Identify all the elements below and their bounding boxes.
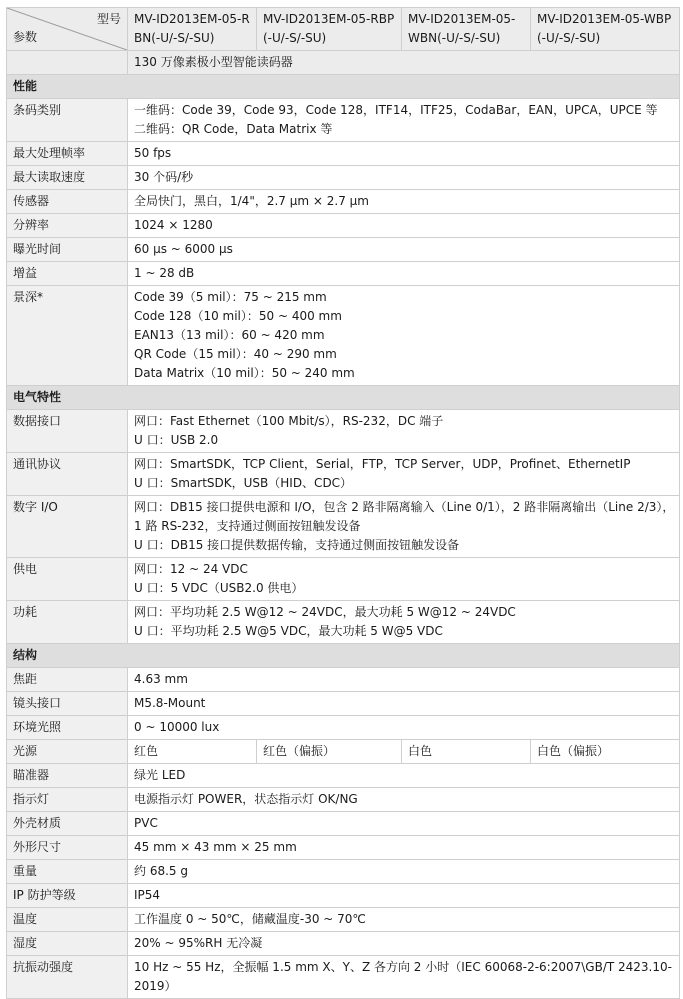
value-line: Code 39（5 mil）：75 ~ 215 mm	[134, 290, 327, 304]
row-value: 1024 × 1280	[128, 214, 680, 238]
row-dof	[7, 286, 680, 386]
value-line: 网口：DB15 接口提供电源和 I/O，包含 2 路非隔离输入（Line 0/1），2 路非隔离输出（Line 2/3），1 路 RS-232，支持通过侧面按钮触发设备	[134, 500, 675, 533]
row-label: 最大读取速度	[7, 166, 128, 190]
model-header-label: 型号	[96, 12, 121, 26]
row-humidity	[7, 932, 680, 956]
row-indicator	[7, 788, 680, 812]
row-label: 外壳材质	[7, 812, 128, 836]
light-value-3: 白色	[402, 740, 531, 764]
section-structure	[7, 644, 680, 668]
param-model-header	[7, 8, 128, 51]
row-label: 传感器	[7, 190, 128, 214]
value-line: EAN13（13 mil）：60 ~ 420 mm	[134, 328, 325, 342]
row-value: 全局快门，黑白，1/4"，2.7 μm × 2.7 μm	[128, 190, 680, 214]
row-label: 焦距	[7, 668, 128, 692]
row-label: 重量	[7, 860, 128, 884]
row-digitalio	[7, 496, 680, 558]
subtitle-blank	[7, 51, 128, 75]
row-value	[128, 99, 680, 142]
row-value: 约 68.5 g	[128, 860, 680, 884]
row-housing	[7, 812, 680, 836]
row-label: 温度	[7, 908, 128, 932]
row-label: 环境光照	[7, 716, 128, 740]
subtitle-row	[7, 51, 680, 75]
row-label: 数据接口	[7, 410, 128, 453]
row-framerate	[7, 142, 680, 166]
product-subtitle: 130 万像素极小型智能读码器	[128, 51, 680, 75]
row-dimension	[7, 836, 680, 860]
light-value-2: 红色（偏振）	[257, 740, 402, 764]
row-label: 指示灯	[7, 788, 128, 812]
row-value: 4.63 mm	[128, 668, 680, 692]
light-value-1: 红色	[128, 740, 257, 764]
row-label: 曝光时间	[7, 238, 128, 262]
model-name-4: MV-ID2013EM-05-WBP(-U/-S/-SU)	[531, 8, 680, 51]
row-gain	[7, 262, 680, 286]
section-title: 结构	[7, 644, 680, 668]
value-line: U 口：DB15 接口提供数据传输，支持通过侧面按钮触发设备	[134, 538, 460, 552]
row-value	[128, 410, 680, 453]
value-line: 网口：12 ~ 24 VDC	[134, 562, 248, 576]
model-name-3: MV-ID2013EM-05-WBN(-U/-S/-SU)	[402, 8, 531, 51]
value-line: 一维码：Code 39，Code 93，Code 128，ITF14，ITF25，CodaBar，EAN，UPCA，UPCE 等	[134, 103, 658, 117]
row-value	[128, 286, 680, 386]
row-value: 10 Hz ~ 55 Hz，全振幅 1.5 mm X、Y、Z 各方向 2 小时（IEC 60068-2-6:2007\GB/T 2423.10-2019）	[128, 956, 680, 999]
row-temperature	[7, 908, 680, 932]
section-performance	[7, 75, 680, 99]
row-value: 电源指示灯 POWER，状态指示灯 OK/NG	[128, 788, 680, 812]
row-protocol	[7, 453, 680, 496]
value-line: 网口：Fast Ethernet（100 Mbit/s），RS-232，DC 端子	[134, 414, 444, 428]
row-value: 20% ~ 95%RH 无冷凝	[128, 932, 680, 956]
row-value	[128, 496, 680, 558]
model-name-2: MV-ID2013EM-05-RBP(-U/-S/-SU)	[257, 8, 402, 51]
row-readspeed	[7, 166, 680, 190]
value-line: U 口：USB 2.0	[134, 433, 219, 447]
spec-table	[6, 7, 680, 999]
value-line: 二维码：QR Code，Data Matrix 等	[134, 122, 333, 136]
row-weight	[7, 860, 680, 884]
row-value: PVC	[128, 812, 680, 836]
value-line: U 口：SmartSDK，USB（HID、CDC）	[134, 476, 353, 490]
row-label: 光源	[7, 740, 128, 764]
row-resolution	[7, 214, 680, 238]
row-value: IP54	[128, 884, 680, 908]
row-value	[128, 601, 680, 644]
row-lensmount	[7, 692, 680, 716]
row-value: 0 ~ 10000 lux	[128, 716, 680, 740]
row-value	[128, 558, 680, 601]
value-line: U 口：5 VDC（USB2.0 供电）	[134, 581, 304, 595]
value-line: Code 128（10 mil）：50 ~ 400 mm	[134, 309, 342, 323]
section-electrical	[7, 386, 680, 410]
row-label: 最大处理帧率	[7, 142, 128, 166]
row-light	[7, 740, 680, 764]
row-label: 外形尺寸	[7, 836, 128, 860]
row-label: 湿度	[7, 932, 128, 956]
value-line: Data Matrix（10 mil）：50 ~ 240 mm	[134, 366, 355, 380]
value-line: U 口：平均功耗 2.5 W@5 VDC，最大功耗 5 W@5 VDC	[134, 624, 443, 638]
header-row	[7, 8, 680, 51]
param-header-label: 参数	[13, 30, 38, 44]
row-label: 景深*	[7, 286, 128, 386]
row-label: 增益	[7, 262, 128, 286]
row-consumption	[7, 601, 680, 644]
row-label: 功耗	[7, 601, 128, 644]
row-label: IP 防护等级	[7, 884, 128, 908]
row-label: 通讯协议	[7, 453, 128, 496]
row-label: 供电	[7, 558, 128, 601]
row-value: M5.8-Mount	[128, 692, 680, 716]
row-value: 45 mm × 43 mm × 25 mm	[128, 836, 680, 860]
row-value: 绿光 LED	[128, 764, 680, 788]
section-title: 性能	[7, 75, 680, 99]
row-value: 60 μs ~ 6000 μs	[128, 238, 680, 262]
value-line: 网口：平均功耗 2.5 W@12 ~ 24VDC，最大功耗 5 W@12 ~ 24VDC	[134, 605, 516, 619]
row-label: 镜头接口	[7, 692, 128, 716]
section-title: 电气特性	[7, 386, 680, 410]
row-exposure	[7, 238, 680, 262]
value-line: 网口：SmartSDK，TCP Client，Serial，FTP，TCP Server，UDP，Profinet、EthernetIP	[134, 457, 631, 471]
row-aimer	[7, 764, 680, 788]
row-label: 条码类别	[7, 99, 128, 142]
row-value: 1 ~ 28 dB	[128, 262, 680, 286]
row-ambient	[7, 716, 680, 740]
row-label: 数字 I/O	[7, 496, 128, 558]
row-label: 抗振动强度	[7, 956, 128, 999]
row-label: 分辨率	[7, 214, 128, 238]
spec-sheet	[6, 7, 679, 999]
row-ip	[7, 884, 680, 908]
row-datainterface	[7, 410, 680, 453]
row-value: 工作温度 0 ~ 50℃，储藏温度-30 ~ 70℃	[128, 908, 680, 932]
row-label: 瞄准器	[7, 764, 128, 788]
row-value: 50 fps	[128, 142, 680, 166]
row-sensor	[7, 190, 680, 214]
row-value: 30 个码/秒	[128, 166, 680, 190]
model-name-1: MV-ID2013EM-05-RBN(-U/-S/-SU)	[128, 8, 257, 51]
row-value	[128, 453, 680, 496]
row-focal	[7, 668, 680, 692]
value-line: QR Code（15 mil）：40 ~ 290 mm	[134, 347, 337, 361]
row-vibration	[7, 956, 680, 999]
row-power	[7, 558, 680, 601]
row-barcode	[7, 99, 680, 142]
light-value-4: 白色（偏振）	[531, 740, 680, 764]
